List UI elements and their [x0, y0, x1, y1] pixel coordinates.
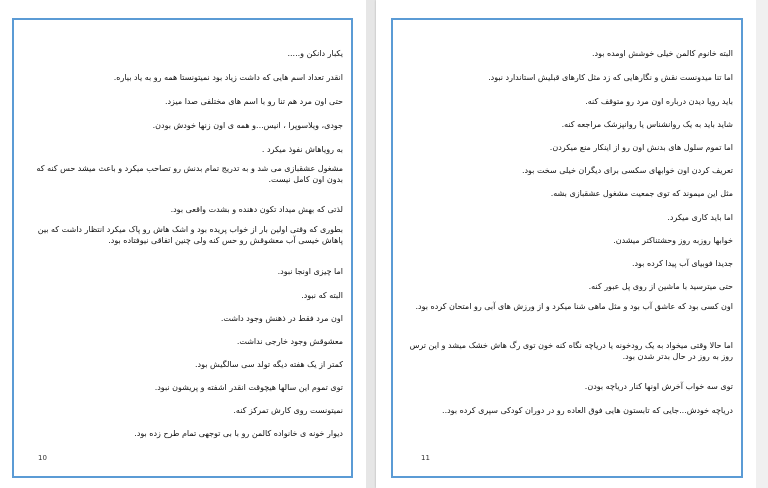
text-line: انقدر تعداد اسم هایی که داشت زیاد بود نمیتونستا همه رو به یاد بیاره. — [113, 73, 343, 82]
text-line: اون مرد فقط در ذهنش وجود داشت. — [220, 314, 343, 323]
viewer-edge — [756, 0, 768, 488]
page-11 — [376, 0, 756, 488]
text-line: توی سه خواب آخرش اونها کنار دریاچه بودن. — [584, 382, 733, 391]
text-line: بطوری که وقتی اولین بار از خواب پریده بود و اشک هاش رو پاک میکرد انتظار داشت که بین پاهاش خیسی آب معشوقش رو حس کنه ولی چنین اتفاقی نیوفتاده بود. — [37, 225, 343, 245]
text-line: اون کسی بود که عاشق آب بود و مثل ماهی شنا میکرد و از ورزش های آبی رو امتحان کرده بود. — [415, 302, 733, 311]
text-line: لذتی که بهش میداد تکون دهنده و بشدت واقعی بود. — [170, 205, 343, 214]
text-line: البته خانوم کالمن خیلی خوشش اومده بود. — [591, 49, 733, 58]
text-line: جدیدا فوبیای آب پیدا کرده بود. — [631, 259, 733, 268]
text-line: مثل این میموند که توی جمعیت مشغول عشقبازی بشه. — [550, 189, 733, 198]
text-line: دیوار خونه ی خانواده کالمن رو با بی توجهی تمام طرح زده بود. — [134, 429, 343, 438]
text-line: کمتر از یک هفته دیگه تولد سی سالگیش بود. — [195, 360, 343, 369]
page-border — [391, 18, 743, 478]
text-line: البته که نبود. — [301, 291, 343, 300]
text-line: اما باید کاری میکرد. — [667, 213, 733, 222]
text-line: شاید باید به یک روانشناس یا روانپزشک مراجعه کنه. — [561, 120, 733, 129]
page-number: 10 — [38, 454, 47, 462]
text-line: تعریف کردن اون خوابهای سکسی برای دیگران خیلی سخت بود. — [521, 166, 733, 175]
text-line: به رویاهاش نفوذ میکرد . — [261, 145, 343, 154]
page-text — [14, 20, 351, 476]
page-gap — [366, 0, 376, 488]
text-line: حتی اون مرد هم تنا رو با اسم های مختلفی صدا میزد. — [164, 97, 343, 106]
page-10 — [0, 0, 366, 488]
text-line: اما چیزی اونجا نبود. — [277, 267, 343, 276]
text-line: مشغول عشقبازی می شد و به تدریج تمام بدنش رو تصاحب میکرد و باعث میشد حس کنه که بدون اون کامل نیست. — [36, 164, 343, 184]
text-line: حتی میترسید با ماشین از روی پل عبور کنه. — [588, 282, 733, 291]
text-line: نمیتونست روی کارش تمرکز کنه. — [233, 406, 343, 415]
text-line: دریاچه خودش...جایی که تابستون هایی فوق العاده رو در دوران کودکی سپری کرده بود.. — [442, 406, 733, 415]
page-number: 11 — [421, 454, 430, 462]
text-line: خوابها روزبه روز وحشتناکتر میشدن. — [613, 236, 733, 245]
page-text — [393, 20, 741, 476]
text-line: اما تنا میدونست نقش و نگارهایی که زد مثل کارهای قبلیش استاندارد نبود. — [488, 73, 733, 82]
text-line: توی تموم این سالها هیچوقت انقدر اشفته و پریشون نبود. — [154, 383, 343, 392]
text-line: اما تموم سلول های بدنش اون رو از اینکار منع میکردن. — [549, 143, 733, 152]
text-line: جودی، ویلاسوپرا ، انیس...و همه ی اون زنها خودش بودن. — [152, 121, 343, 130]
text-line: اما حالا وقتی میخواد به یک رودخونه یا دریاچه نگاه کنه خون توی رگ هاش خشک میشد و این ترس روز به روز در حال بدتر شدن بود. — [409, 341, 733, 361]
text-line: معشوقش وجود خارجی نداشت. — [236, 337, 343, 346]
text-line: باید رویا دیدن درباره اون مرد رو متوقف کنه. — [585, 97, 733, 106]
page-border — [12, 18, 353, 478]
text-line: یکبار دانکن و..... — [287, 49, 343, 58]
